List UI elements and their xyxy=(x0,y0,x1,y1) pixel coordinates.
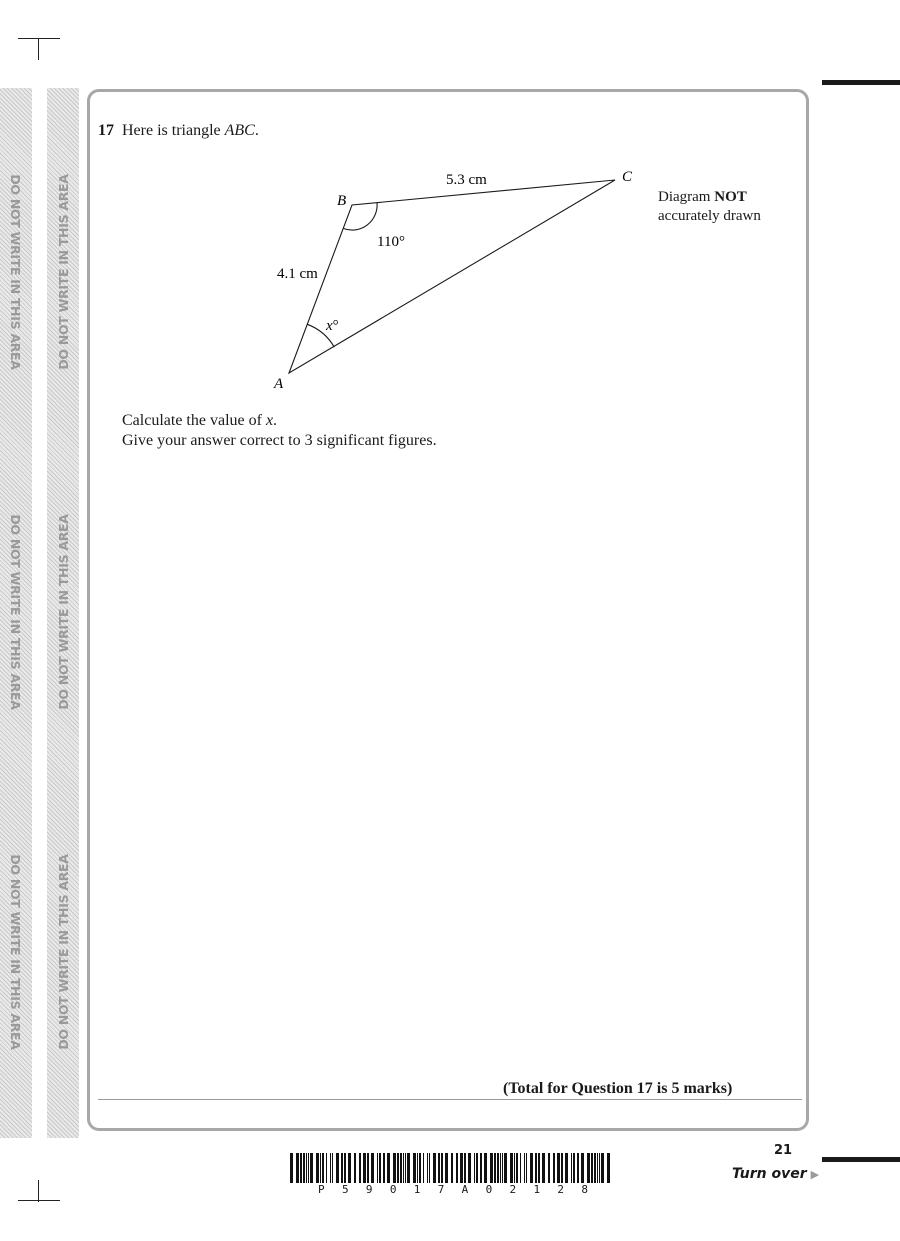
barcode-bar xyxy=(494,1153,496,1183)
barcode-char: 1 xyxy=(413,1183,421,1196)
page-number: 21 xyxy=(774,1143,793,1158)
barcode-bar xyxy=(441,1153,443,1183)
barcode-bar xyxy=(354,1153,356,1183)
barcode-bar xyxy=(310,1153,313,1183)
barcode-bar xyxy=(601,1153,604,1183)
margin-warning: DO NOT WRITE IN THIS AREA xyxy=(56,174,71,370)
barcode-bar xyxy=(322,1153,324,1183)
barcode-bar xyxy=(383,1153,385,1183)
barcode-bar xyxy=(607,1153,610,1183)
margin-warning: DO NOT WRITE IN THIS AREA xyxy=(56,854,71,1050)
barcode-bar xyxy=(597,1153,598,1183)
barcode-char: A xyxy=(461,1183,469,1196)
barcode-bar xyxy=(393,1153,396,1183)
total-rule xyxy=(98,1099,802,1100)
barcode-bar xyxy=(423,1153,424,1183)
barcode-bar xyxy=(300,1153,302,1183)
barcode-bar xyxy=(451,1153,453,1183)
barcode-bar xyxy=(516,1153,518,1183)
vertex-label-c: C xyxy=(622,169,633,185)
barcode-char: 8 xyxy=(581,1183,588,1196)
barcode-bar xyxy=(526,1153,527,1183)
barcode-bar xyxy=(571,1153,572,1183)
barcode xyxy=(290,1153,610,1183)
barcode-bar xyxy=(363,1153,366,1183)
barcode-bar xyxy=(460,1153,463,1183)
margin-warning: DO NOT WRITE IN THIS AREA xyxy=(8,854,23,1050)
crop-mark-bottom-horizontal xyxy=(18,1200,60,1201)
edge-bar-bottom xyxy=(822,1157,900,1162)
barcode-bar xyxy=(577,1153,579,1183)
barcode-bar xyxy=(468,1153,471,1183)
barcode-bar xyxy=(565,1153,568,1183)
barcode-bar xyxy=(557,1153,560,1183)
barcode-bar xyxy=(296,1153,299,1183)
barcode-bar xyxy=(500,1153,501,1183)
barcode-bar xyxy=(524,1153,525,1183)
margin-warning: DO NOT WRITE IN THIS AREA xyxy=(56,514,71,710)
question-intro: Here is triangle ABC. xyxy=(122,122,259,139)
barcode-bar xyxy=(553,1153,555,1183)
vertex-label-a: A xyxy=(274,376,284,392)
barcode-bar xyxy=(387,1153,390,1183)
barcode-bar xyxy=(464,1153,466,1183)
barcode-bar xyxy=(476,1153,478,1183)
barcode-bar xyxy=(427,1153,428,1183)
barcode-bar xyxy=(367,1153,369,1183)
barcode-bar xyxy=(599,1153,600,1183)
barcode-bar xyxy=(497,1153,499,1183)
barcode-bar xyxy=(594,1153,596,1183)
barcode-text xyxy=(318,1183,588,1196)
barcode-char: 9 xyxy=(365,1183,373,1196)
barcode-bar xyxy=(438,1153,440,1183)
angle-label-a: x° xyxy=(326,318,339,334)
barcode-bar xyxy=(379,1153,381,1183)
barcode-bar xyxy=(413,1153,416,1183)
barcode-bar xyxy=(480,1153,482,1183)
barcode-bar xyxy=(332,1153,333,1183)
barcode-bar xyxy=(303,1153,305,1183)
barcode-bar xyxy=(419,1153,421,1183)
barcode-bar xyxy=(490,1153,493,1183)
barcode-bar xyxy=(538,1153,540,1183)
barcode-bar xyxy=(336,1153,339,1183)
play-icon: ▶ xyxy=(810,1168,820,1181)
margin-warning: DO NOT WRITE IN THIS AREA xyxy=(8,514,23,710)
diagram-note: Diagram NOT accurately drawn xyxy=(658,189,761,224)
barcode-bar xyxy=(542,1153,545,1183)
barcode-bar xyxy=(484,1153,487,1183)
barcode-bar xyxy=(316,1153,319,1183)
barcode-char: 5 xyxy=(341,1183,349,1196)
barcode-bar xyxy=(377,1153,378,1183)
instruction-sig-figs: Give your answer correct to 3 significant figures. xyxy=(122,432,437,449)
crop-mark-bottom-vertical xyxy=(38,1180,39,1202)
barcode-bar xyxy=(320,1153,321,1183)
barcode-bar xyxy=(397,1153,399,1183)
barcode-bar xyxy=(308,1153,309,1183)
barcode-char: 0 xyxy=(485,1183,493,1196)
barcode-bar xyxy=(587,1153,590,1183)
side-label-ab: 4.1 cm xyxy=(277,266,318,282)
barcode-bar xyxy=(474,1153,475,1183)
barcode-bar xyxy=(504,1153,507,1183)
barcode-bar xyxy=(573,1153,575,1183)
side-label-bc: 5.3 cm xyxy=(446,172,487,188)
barcode-bar xyxy=(348,1153,351,1183)
margin-warning: DO NOT WRITE IN THIS AREA xyxy=(8,174,23,370)
barcode-bar xyxy=(326,1153,327,1183)
barcode-bar xyxy=(561,1153,563,1183)
barcode-char: 2 xyxy=(557,1183,564,1196)
barcode-bar xyxy=(429,1153,430,1183)
barcode-bar xyxy=(407,1153,410,1183)
barcode-bar xyxy=(344,1153,346,1183)
instruction-calculate: Calculate the value of x. xyxy=(122,412,278,429)
barcode-bar xyxy=(510,1153,513,1183)
turn-over: Turn over ▶ xyxy=(732,1166,820,1182)
barcode-char: 0 xyxy=(389,1183,397,1196)
barcode-char: 1 xyxy=(533,1183,541,1196)
barcode-bar xyxy=(341,1153,343,1183)
barcode-bar xyxy=(403,1153,404,1183)
barcode-bar xyxy=(290,1153,293,1183)
barcode-bar xyxy=(548,1153,550,1183)
barcode-bar xyxy=(591,1153,593,1183)
barcode-char: 7 xyxy=(437,1183,445,1196)
barcode-bar xyxy=(306,1153,307,1183)
barcode-bar xyxy=(456,1153,458,1183)
barcode-bar xyxy=(359,1153,361,1183)
barcode-bar xyxy=(502,1153,503,1183)
barcode-bar xyxy=(433,1153,436,1183)
barcode-char: P xyxy=(318,1183,325,1196)
vertex-label-b: B xyxy=(337,193,347,209)
barcode-bar xyxy=(535,1153,537,1183)
barcode-bar xyxy=(417,1153,418,1183)
barcode-bar xyxy=(330,1153,331,1183)
barcode-bar xyxy=(581,1153,584,1183)
barcode-bar xyxy=(514,1153,515,1183)
question-total-marks: (Total for Question 17 is 5 marks) xyxy=(503,1080,733,1097)
barcode-bar xyxy=(530,1153,533,1183)
barcode-bar xyxy=(520,1153,521,1183)
question-number: 17 xyxy=(98,122,114,139)
barcode-bar xyxy=(405,1153,406,1183)
barcode-char: 2 xyxy=(509,1183,517,1196)
barcode-bar xyxy=(400,1153,402,1183)
angle-label-b: 110° xyxy=(377,234,405,250)
barcode-bar xyxy=(445,1153,448,1183)
barcode-bar xyxy=(371,1153,374,1183)
triangle-diagram xyxy=(0,0,900,420)
